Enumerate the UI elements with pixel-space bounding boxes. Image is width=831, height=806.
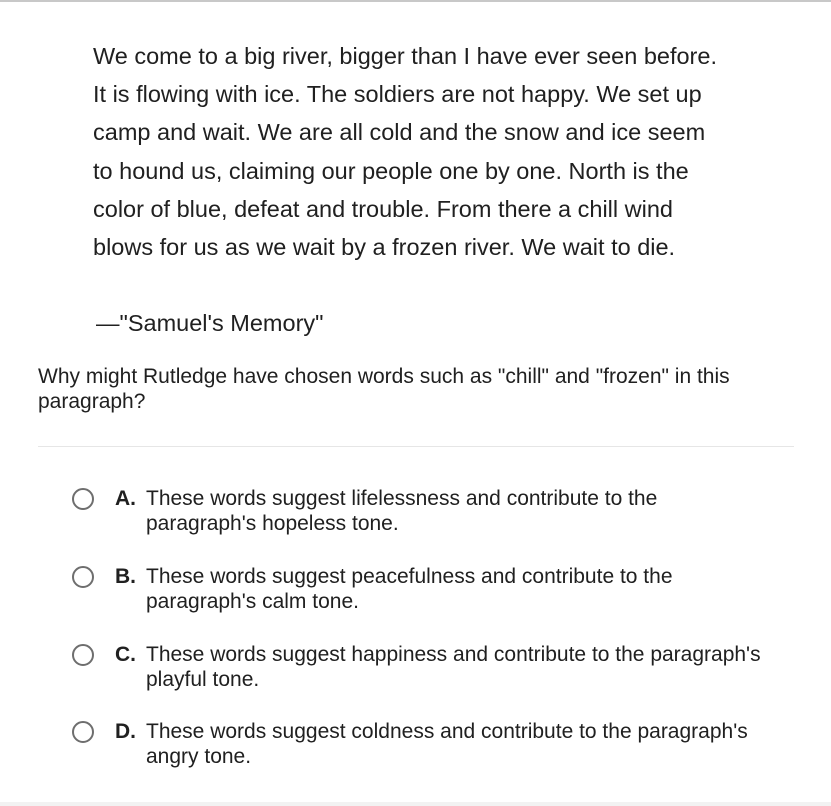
answer-option-b[interactable] xyxy=(70,564,810,616)
option-text xyxy=(146,486,657,536)
option-letter: B. xyxy=(115,565,136,588)
option-text-line: These words suggest lifelessness and contribute to the xyxy=(146,487,658,510)
option-text xyxy=(146,642,761,692)
question-line: paragraph? xyxy=(38,390,146,413)
bottom-border xyxy=(0,802,831,806)
option-text-line: paragraph's hopeless tone. xyxy=(146,512,399,535)
passage-excerpt xyxy=(93,37,793,266)
option-text-line: These words suggest coldness and contribute to the paragraph's xyxy=(146,720,748,743)
radio-button-b[interactable] xyxy=(72,566,94,588)
passage-line: It is flowing with ice. The soldiers are not happy. We set up xyxy=(93,81,702,108)
option-text-line: paragraph's calm tone. xyxy=(146,590,359,613)
option-text-line: These words suggest peacefulness and contribute to the xyxy=(146,565,673,588)
answer-option-a[interactable] xyxy=(70,486,810,538)
option-text-line: playful tone. xyxy=(146,668,260,691)
option-letter: C. xyxy=(115,643,136,666)
passage-line: camp and wait. We are all cold and the snow and ice seem xyxy=(93,119,706,146)
top-border xyxy=(0,0,831,2)
answer-option-d[interactable] xyxy=(70,719,810,771)
option-text xyxy=(146,719,748,769)
passage-attribution: —"Samuel's Memory" xyxy=(96,310,324,336)
passage-line: to hound us, claiming our people one by one. North is the xyxy=(93,157,689,184)
passage-line: blows for us as we wait by a frozen river. We wait to die. xyxy=(93,234,676,261)
passage-line: We come to a big river, bigger than I have ever seen before. xyxy=(93,43,717,69)
option-text xyxy=(146,564,673,614)
option-text-line: These words suggest happiness and contribute to the paragraph's xyxy=(146,643,761,666)
passage-line: color of blue, defeat and trouble. From there a chill wind xyxy=(93,195,673,222)
radio-button-a[interactable] xyxy=(72,488,94,510)
question-line: Why might Rutledge have chosen words such as "chill" and "frozen" in this xyxy=(38,365,730,388)
radio-button-d[interactable] xyxy=(72,721,94,743)
answer-option-c[interactable] xyxy=(70,642,810,694)
question-prompt xyxy=(38,364,798,414)
divider xyxy=(38,446,794,447)
radio-button-c[interactable] xyxy=(72,644,94,666)
option-letter: D. xyxy=(115,720,136,743)
option-text-line: angry tone. xyxy=(146,745,252,768)
option-letter: A. xyxy=(115,487,136,510)
